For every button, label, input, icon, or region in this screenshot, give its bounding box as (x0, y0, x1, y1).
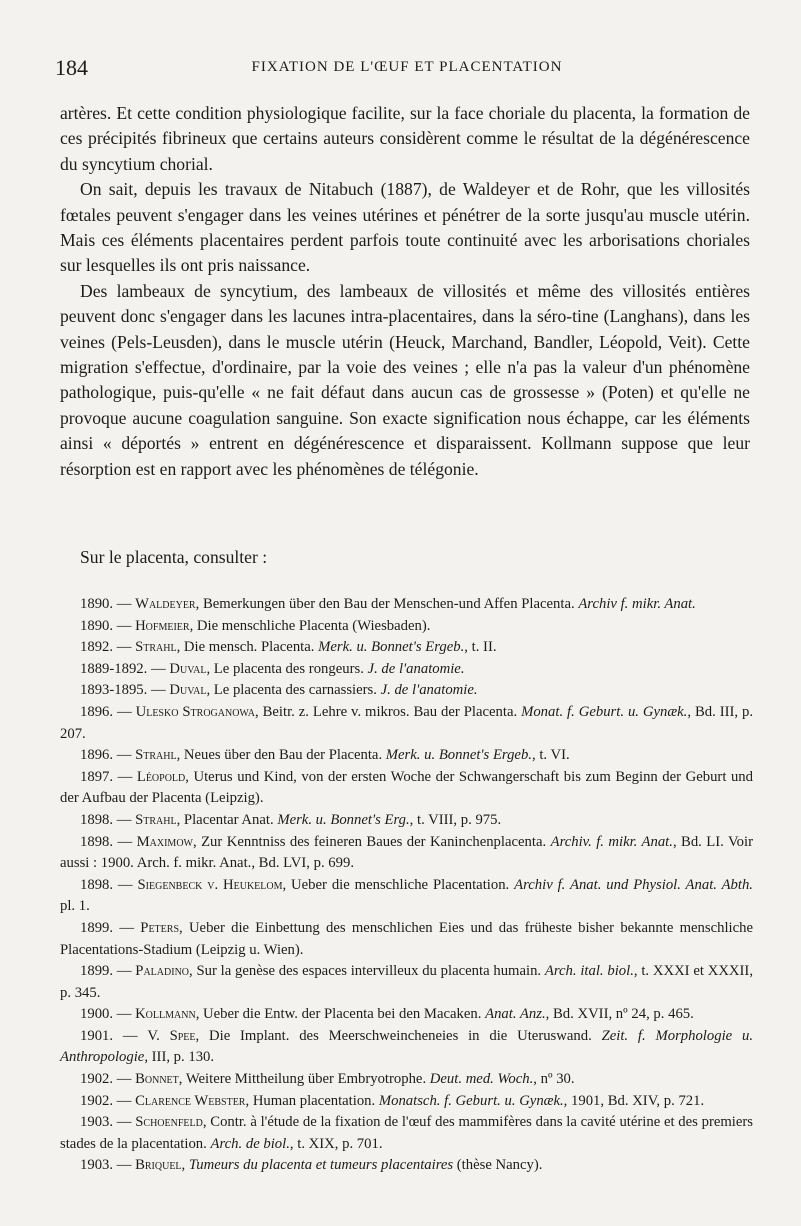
references-list (60, 594, 753, 1177)
reference-entry: 1898. — Siegenbeck v. Heukelom, Ueber die menschliche Placentation. Archiv f. Anat. und Physiol. Anat. Abth. pl. 1. (60, 876, 753, 915)
paragraph: artères. Et cette condition physiologique facilite, sur la face choriale du placenta, la formation de ces précipités fibrineux que certains auteurs considèrent comme le résultat de la dégénérescence du syncytium chorial. (60, 103, 750, 174)
reference-entry: 1898. — Strahl, Placentar Anat. Merk. u. Bonnet's Erg., t. VIII, p. 975. (80, 811, 502, 828)
body-text (60, 101, 750, 482)
reference-entry: 1902. — Clarence Webster, Human placentation. Monatsch. f. Geburt. u. Gynæk., 1901, Bd. XIV, p. 721. (80, 1092, 705, 1109)
reference-entry: 1901. — V. Spee, Die Implant. des Meerschweincheneies in die Uteruswand. Zeit. f. Morphologie u. Anthropologie, III, p. 130. (60, 1027, 754, 1066)
reference-entry: 1890. — Hofmeier, Die menschliche Placenta (Wiesbaden). (80, 617, 431, 634)
reference-entry: 1896. — Strahl, Neues über den Bau der Placenta. Merk. u. Bonnet's Ergeb., t. VI. (80, 747, 570, 764)
page-header (55, 55, 759, 83)
reference-entry: 1903. — Briquel, Tumeurs du placenta et tumeurs placentaires (thèse Nancy). (80, 1157, 543, 1174)
reference-entry: 1899. — Paladino, Sur la genèse des espaces intervilleux du placenta humain. Arch. ital. biol., t. XXXI et XXXII, p. 345. (60, 963, 753, 1001)
reference-entry: 1902. — Bonnet, Weitere Mittheilung über Embryotrophe. Deut. med. Woch., nº 30. (80, 1071, 575, 1088)
reference-entry: 1897. — Léopold, Uterus und Kind, von der ersten Woche der Schwangerschaft bis zum Beginn der Geburt und der Aufbau der Placenta (Leipzig). (60, 768, 753, 807)
reference-entry: 1899. — Peters, Ueber die Einbettung des menschlichen Eies und das früheste bisher bekannte menschliche Placentations-Stadium (Leipzig u. Wien). (60, 919, 754, 958)
reference-entry: 1893-1895. — Duval, Le placenta des carnassiers. J. de l'anatomie. (80, 682, 478, 699)
paragraph: On sait, depuis les travaux de Nitabuch (1887), de Waldeyer et de Rohr, que les villosités fœtales peuvent s'engager dans les veines utérines et pénétrer de la sorte jusqu'au muscle utérin. Mais ces éléments placentaires perdent parfois toute continuité avec les arborisations choriales sur lesquelles ils ont pris naissance. (60, 179, 750, 276)
reference-entry: 1889-1892. — Duval, Le placenta des rongeurs. J. de l'anatomie. (80, 660, 465, 677)
reference-entry: 1903. — Schoenfeld, Contr. à l'étude de la fixation de l'œuf des mammifères dans la cavité utérine et des premiers stades de la placentation. Arch. de biol., t. XIX, p. 701. (60, 1114, 754, 1152)
reference-entry: 1898. — Maximow, Zur Kenntniss des feineren Baues der Kaninchenplacenta. Archiv. f. mikr. Anat., Bd. LI. Voir aussi : 1900. Arch. f. mikr. Anat., Bd. LVI, p. 699. (60, 833, 754, 872)
running-title: FIXATION DE L'ŒUF ET PLACENTATION (251, 59, 563, 75)
reference-entry: 1900. — Kollmann, Ueber die Entw. der Placenta bei den Macaken. Anat. Anz., Bd. XVII, nº 24, p. 465. (80, 1006, 694, 1023)
references-heading: Sur le placenta, consulter : (80, 547, 268, 567)
reference-entry: 1896. — Ulesko Stroganowa, Beitr. z. Lehre v. mikros. Bau der Placenta. Monat. f. Geburt. u. Gynæk., Bd. III, p. 207. (60, 703, 754, 742)
reference-entry: 1890. — Waldeyer, Bemerkungen über den Bau der Menschen-und Affen Placenta. Archiv f. mikr. Anat. (80, 596, 696, 612)
reference-entry: 1892. — Strahl, Die mensch. Placenta. Merk. u. Bonnet's Ergeb., t. II. (80, 639, 497, 656)
paragraph: Des lambeaux de syncytium, des lambeaux de villosités et même des villosités entières peuvent donc s'engager dans les lacunes intra-placentaires, dans la séro-tine (Langhans), dans les veines (Pels-Leusden), dans le muscle utérin (Heuck, Marchand, Bandler, Léopold, Veit). Cette migration s'effectue, d'ordinaire, par la voie des veines ; elle n'a pas la valeur d'un phénomène pathologique, puis-qu'elle « ne fait défaut dans aucun cas de grossesse » (Poten) et qu'elle ne provoque aucune coagulation sanguine. Son exacte signification nous échappe, car les éléments ainsi « déportés » entrent en dégénérescence et disparaissent. Kollmann suppose que leur résorption est en rapport avec les phénomènes de télégonie. (60, 280, 750, 479)
page-number: 184 (55, 55, 88, 80)
